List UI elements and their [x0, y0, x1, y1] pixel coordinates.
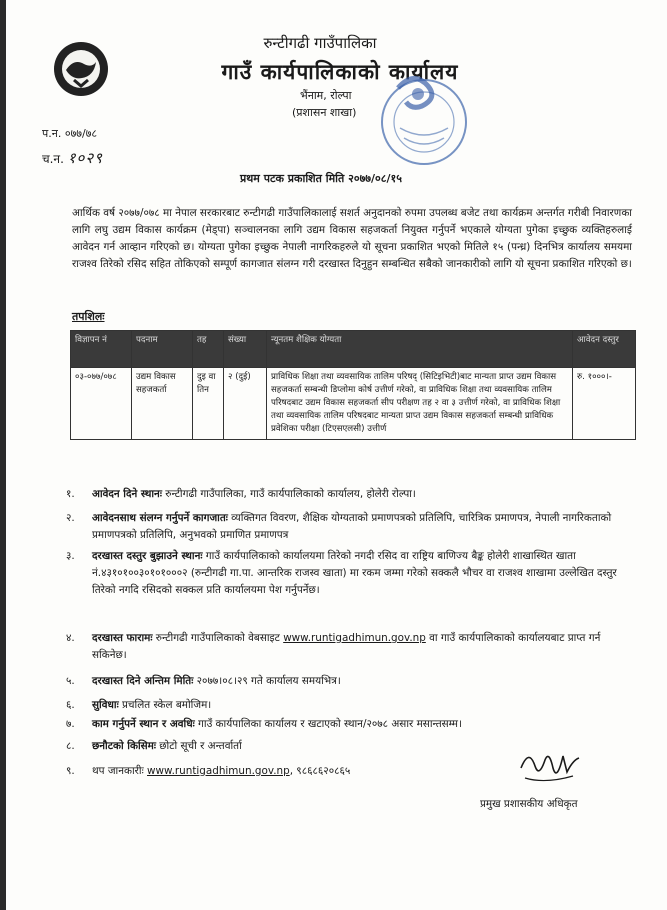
scan-edge-left — [0, 0, 6, 910]
cell-padnam: उद्यम विकास सहजकर्ता — [132, 368, 193, 440]
header-padnam: पदनाम — [132, 331, 193, 368]
website-link[interactable]: www.runtigadhimun.gov.np — [283, 632, 426, 644]
header-vigyapan: विज्ञापन नं — [71, 331, 132, 368]
officer-signature — [515, 738, 585, 790]
list-item: ८. छनौटको किसिमः छोटो सूची र अन्तर्वार्ता — [66, 740, 242, 752]
dispatch-label: च.न. — [42, 152, 64, 166]
header-tah: तह — [193, 331, 224, 368]
header-sankhya: संख्या — [224, 331, 267, 368]
signatory-title: प्रमुख प्रशासकीय अधिकृत — [480, 798, 578, 810]
list-item: ७. काम गर्नुपर्ने स्थान र अवधिः गाउँ कार्यपालिका कार्यालय र खटाएको स्थान/२०७८ असार मसान्तसम्म। — [66, 718, 462, 730]
list-item: २. आवेदनसाथ संलग्न गर्नुपर्ने कागजातः व्यक्तिगत विवरण, शैक्षिक योग्यताको प्रमाणपत्रको प्रतिलिपि, चारित्रिक प्रमाणपत्र, नेपाली नागरिकताको प्रमाणपत्रको प्रतिलिपि, अनुभवको प्रमाणित प्रमाणपत्र — [66, 512, 612, 541]
header-dastur: आवेदन दस्तुर — [573, 331, 636, 368]
cell-sankhya: २ (दुई) — [224, 368, 267, 440]
header-yogyata: न्यूनतम शैक्षिक योग्यता — [267, 331, 573, 368]
letter-number: प.न. ०७७/७८ — [42, 127, 98, 140]
list-item: ५. दरखास्त दिने अन्तिम मितिः २०७७।०८।२९ गते कार्यालय समयभित्र। — [66, 675, 341, 687]
intro-paragraph: आर्थिक वर्ष २०७७/०७८ मा नेपाल सरकारबाट रुन्टीगढी गाउँपालिकालाई सशर्त अनुदानको रुपमा उपलब्ध बजेट तथा कार्यक्रम अन्तर्गत गरीबी निवारणका लागि लघु उद्यम विकास कार्यक्रम (मेड्पा) सञ्चालनका लागि उद्यम विकास सहजकर्ता नियुक्त गर्नुपर्ने भएकाले योग्यता पुगेका इच्छुक व्यक्तिहरुलाई आवेदन गर्न आव्हान गरिएको छ। योग्यता पुगेका इच्छुक नेपाली नागरिकहरुले यो सूचना प्रकाशित भएको मितिले १५ (पन्ध्र) दिनभित्र कार्यालय समयमा राजश्व तिरेको रसिद सहित तोकिएको सम्पूर्ण कागजात संलग्न गरी दरखास्त दिनुहुन सम्बन्धित सबैको जानकारीको लागि यो सूचना प्रकाशित गरिएको छ। — [72, 207, 632, 270]
dispatch-number — [42, 148, 103, 168]
website-link-contact[interactable]: www.runtigadhimun.gov.np — [147, 765, 290, 777]
office-title: गाउँ कार्यपालिकाको कार्यालय — [221, 60, 459, 84]
office-address: भैंनाम, रोल्पा — [300, 89, 352, 102]
list-item: ३. दरखास्त दस्तुर बुझाउने स्थानः गाउँ कार्यपालिकाको कार्यालयमा तिरेको नगदी रसिद वा राष्ट्रिय बाणिज्य बैङ्क होलेरी शाखास्थित खाता नं.४३१०१००३०१०१०००२ (रुन्टीगढी गा.पा. आन्तरिक राजस्व खाता) मा रकम जम्मा गरेको सक्कलै भौचर वा राजश्व शाखामा उल्लेखित दस्तुर तिरेको नगदि रसिदको सक्कल प्रति कार्यालयमा पेश गर्नुपर्नेछ। — [66, 550, 617, 596]
cell-yogyata: प्राविधिक शिक्षा तथा व्यवसायिक तालिम परिषद् (सिटिइभिटी)बाट मान्यता प्राप्त उद्यम विकास सहजकर्ता सम्बन्धी डिप्लोमा कोर्ष उत्तीर्ण गरेको, वा प्राविधिक शिक्षा तथा व्यवसायिक तालिम परिषदबाट उद्यम विकास सहजकर्ता सीप परीक्षण तह २ वा ३ उत्तीर्ण गरेको, वा प्राविधिक शिक्षा तथा व्यवसायिक तालिम परिषदबाट मान्यता प्राप्त उद्यम विकास सहजकर्ता सम्बन्धी प्राविधिक प्रवेशिका परीक्षा (टिएसएलसी) उत्तीर्ण — [267, 368, 573, 440]
government-emblem-icon — [52, 40, 110, 98]
cell-tah: दुइ वा तिन — [193, 368, 224, 440]
publish-date-line: प्रथम पटक प्रकाशित मिति २०७७/०८/१५ — [240, 172, 402, 185]
office-seal-stamp — [378, 58, 474, 170]
list-item: ९. थप जानकारीः www.runtigadhimun.gov.np, ९८६८६२०८६५ — [66, 765, 351, 777]
dispatch-handwritten-value: १०२९ — [67, 149, 103, 167]
list-item: १. आवेदन दिने स्थानः रुन्टीगढी गाउँपालिका, गाउँ कार्यपालिकाको कार्यालय, होलेरी रोल्पा। — [66, 488, 416, 500]
list-item: ६. सुविधाः प्रचलित स्केल बमोजिम। — [66, 699, 212, 711]
list-item: ४. दरखास्त फारामः रुन्टीगढी गाउँपालिकाको वेबसाइट www.runtigadhimun.gov.np वा गाउँ कार्यपालिकाको कार्यालयबाट प्राप्त गर्न सकिनेछ। — [66, 632, 601, 661]
table-row — [71, 368, 636, 440]
cell-vigyapan: ०३-०७७/०७८ — [71, 368, 132, 440]
table-header-row — [71, 331, 636, 368]
office-branch: (प्रशासन शाखा) — [292, 106, 357, 119]
vacancy-table — [70, 330, 636, 440]
details-heading: तपशिलः — [72, 310, 105, 323]
cell-dastur: रु. १०००।- — [573, 368, 636, 440]
municipality-name: रुन्टीगढी गाउँपालिका — [263, 34, 377, 52]
